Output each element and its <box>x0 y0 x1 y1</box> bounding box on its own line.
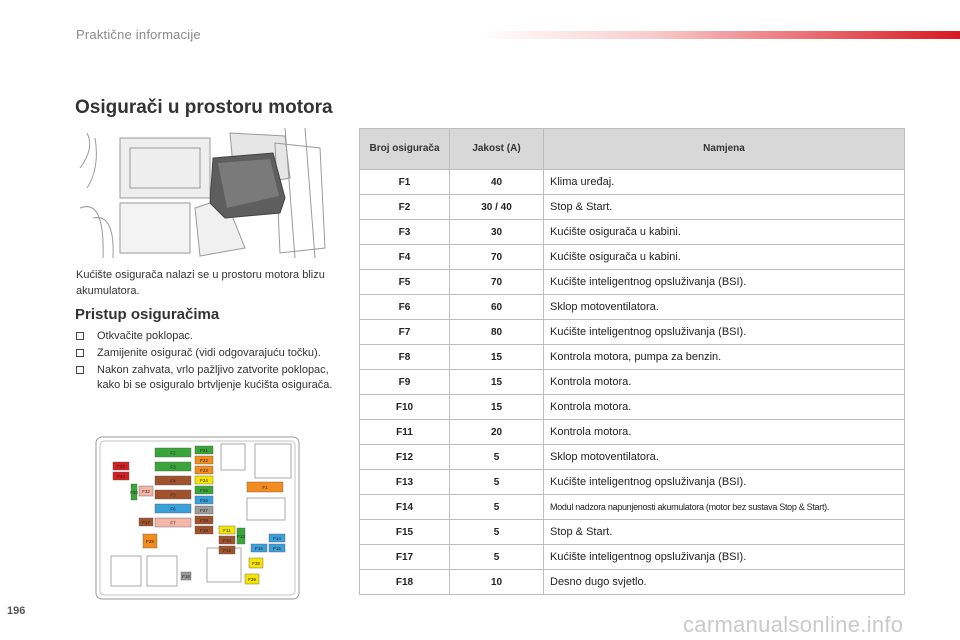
fuse-label-f10: F10 <box>223 538 231 543</box>
amperage-cell: 5 <box>450 495 544 520</box>
fuse-label-f16: F16 <box>255 546 263 551</box>
fuse-number-cell: F15 <box>360 520 450 545</box>
fuse-label-f29: F29 <box>146 539 154 544</box>
fuse-label-f39: F39 <box>248 577 256 582</box>
table-row <box>360 420 905 445</box>
fuse-label-f12: F12 <box>223 548 231 553</box>
engine-compartment-illustration <box>75 128 328 260</box>
fuse-number-cell: F2 <box>360 195 450 220</box>
purpose-cell: Kontrola motora. <box>544 395 905 420</box>
fuse-label-f11: F11 <box>223 528 231 533</box>
fuse-number-cell: F8 <box>360 345 450 370</box>
list-item <box>76 346 336 361</box>
fuse-label-f42: F42 <box>117 464 125 469</box>
fuse-number-cell: F17 <box>360 545 450 570</box>
fuse-number-cell: F12 <box>360 445 450 470</box>
table-row <box>360 395 905 420</box>
purpose-cell: Modul nadzora napunjenosti akumulatora (motor bez sustava Stop & Start). <box>544 495 905 520</box>
step-text: Nakon zahvata, vrlo pažljivo zatvorite poklopac, kako bi se osiguralo brtvljenje kućišta osigurača. <box>97 364 333 391</box>
fuse-label-f43: F43 <box>117 474 125 479</box>
purpose-cell: Stop & Start. <box>544 195 905 220</box>
purpose-cell: Klima uređaj. <box>544 170 905 195</box>
fuse-number-cell: F4 <box>360 245 450 270</box>
fuse-label-f15: F15 <box>273 546 281 551</box>
watermark: carmanualsonline.info <box>683 612 904 637</box>
purpose-cell: Kućište osigurača u kabini. <box>544 245 905 270</box>
fuse-number-cell: F11 <box>360 420 450 445</box>
section-title: Osigurači u prostoru motora <box>75 97 333 118</box>
table-header-row <box>360 129 905 170</box>
checkbox-icon <box>76 349 84 357</box>
amperage-cell: 5 <box>450 470 544 495</box>
amperage-cell: 10 <box>450 570 544 595</box>
fuse-label-f17: F17 <box>142 520 150 525</box>
purpose-cell: Kućište inteligentnog opsluživanja (BSI). <box>544 470 905 495</box>
purpose-cell: Kontrola motora, pumpa za benzin. <box>544 345 905 370</box>
fuse-label-f27: F27 <box>200 508 208 513</box>
purpose-cell: Kontrola motora. <box>544 370 905 395</box>
table-row <box>360 445 905 470</box>
list-item <box>76 329 336 344</box>
fuse-label-f33: F33 <box>130 490 138 495</box>
amperage-cell: 80 <box>450 320 544 345</box>
fuse-label-f5: F5 <box>170 492 176 498</box>
amperage-cell: 15 <box>450 345 544 370</box>
fuse-number-cell: F9 <box>360 370 450 395</box>
fuse-label-f25: F25 <box>200 488 208 493</box>
fuse-label-f3: F3 <box>170 464 176 470</box>
header-title: Praktične informacije <box>76 27 201 42</box>
fuse-number-cell: F13 <box>360 470 450 495</box>
fuse-label-f19: F19 <box>200 528 208 533</box>
fuse-label-f14: F14 <box>273 536 281 541</box>
fuse-label-f22: F22 <box>200 458 208 463</box>
table-row <box>360 570 905 595</box>
amperage-cell: 15 <box>450 395 544 420</box>
purpose-cell: Kontrola motora. <box>544 420 905 445</box>
fuse-label-f4: F4 <box>170 478 176 484</box>
table-row <box>360 220 905 245</box>
fuse-table-container <box>359 128 904 595</box>
amperage-cell: 5 <box>450 445 544 470</box>
purpose-cell: Desno dugo svjetlo. <box>544 570 905 595</box>
checkbox-icon <box>76 366 84 374</box>
table-row <box>360 195 905 220</box>
fuse-label-f24: F24 <box>200 478 208 483</box>
table-row <box>360 295 905 320</box>
table-row <box>360 520 905 545</box>
sub-title: Pristup osiguračima <box>75 306 220 323</box>
column-header-number: Broj osigurača <box>360 129 450 170</box>
fuse-label-f38: F38 <box>252 561 260 566</box>
purpose-cell: Kućište osigurača u kabini. <box>544 220 905 245</box>
amperage-cell: 70 <box>450 245 544 270</box>
purpose-cell: Sklop motoventilatora. <box>544 445 905 470</box>
column-header-purpose: Namjena <box>544 129 905 170</box>
checkbox-icon <box>76 332 84 340</box>
purpose-cell: Sklop motoventilatora. <box>544 295 905 320</box>
page-number: 196 <box>7 605 26 617</box>
steps-list <box>76 329 336 395</box>
fuse-label-f1: F1 <box>262 485 268 490</box>
purpose-cell: Stop & Start. <box>544 520 905 545</box>
fuse-label-f32: F32 <box>142 489 150 494</box>
step-text: Zamijenite osigurač (vidi odgovarajuću točku). <box>97 347 321 359</box>
fuse-number-cell: F6 <box>360 295 450 320</box>
fuse-number-cell: F18 <box>360 570 450 595</box>
table-row <box>360 470 905 495</box>
fuse-number-cell: F14 <box>360 495 450 520</box>
purpose-cell: Kućište inteligentnog opsluživanja (BSI). <box>544 320 905 345</box>
fuse-label-f2: F2 <box>170 450 176 456</box>
table-row <box>360 245 905 270</box>
fuse-number-cell: F7 <box>360 320 450 345</box>
amperage-cell: 15 <box>450 370 544 395</box>
amperage-cell: 30 <box>450 220 544 245</box>
table-row <box>360 370 905 395</box>
fuse-number-cell: F10 <box>360 395 450 420</box>
fuse-box-diagram <box>95 436 300 600</box>
table-row <box>360 320 905 345</box>
table-row <box>360 345 905 370</box>
fuse-label-f7: F7 <box>170 520 176 526</box>
fuse-table <box>359 128 905 595</box>
fuse-number-cell: F5 <box>360 270 450 295</box>
amperage-cell: 40 <box>450 170 544 195</box>
amperage-cell: 5 <box>450 545 544 570</box>
step-text: Otkvačite poklopac. <box>97 330 193 342</box>
amperage-cell: 30 / 40 <box>450 195 544 220</box>
fuse-label-f18: F18 <box>182 574 190 579</box>
amperage-cell: 60 <box>450 295 544 320</box>
fuse-label-f26: F26 <box>200 498 208 503</box>
fuse-label-f21: F21 <box>200 448 208 453</box>
fuse-label-f6: F6 <box>170 506 176 512</box>
intro-text: Kućište osigurača nalazi se u prostoru motora blizu akumulatora. <box>76 269 325 297</box>
table-row <box>360 495 905 520</box>
amperage-cell: 70 <box>450 270 544 295</box>
amperage-cell: 20 <box>450 420 544 445</box>
purpose-cell: Kućište inteligentnog opsluživanja (BSI). <box>544 270 905 295</box>
table-row <box>360 170 905 195</box>
list-item <box>76 363 336 393</box>
column-header-amperage: Jakost (A) <box>450 129 544 170</box>
table-row <box>360 545 905 570</box>
fuse-label-f28: F28 <box>200 518 208 523</box>
fuse-number-cell: F1 <box>360 170 450 195</box>
table-row <box>360 270 905 295</box>
fuse-number-cell: F3 <box>360 220 450 245</box>
purpose-cell: Kućište inteligentnog opsluživanja (BSI). <box>544 545 905 570</box>
amperage-cell: 5 <box>450 520 544 545</box>
fuse-label-f13: F13 <box>237 534 245 539</box>
header-accent-bar <box>480 31 960 39</box>
fuse-label-f23: F23 <box>200 468 208 473</box>
